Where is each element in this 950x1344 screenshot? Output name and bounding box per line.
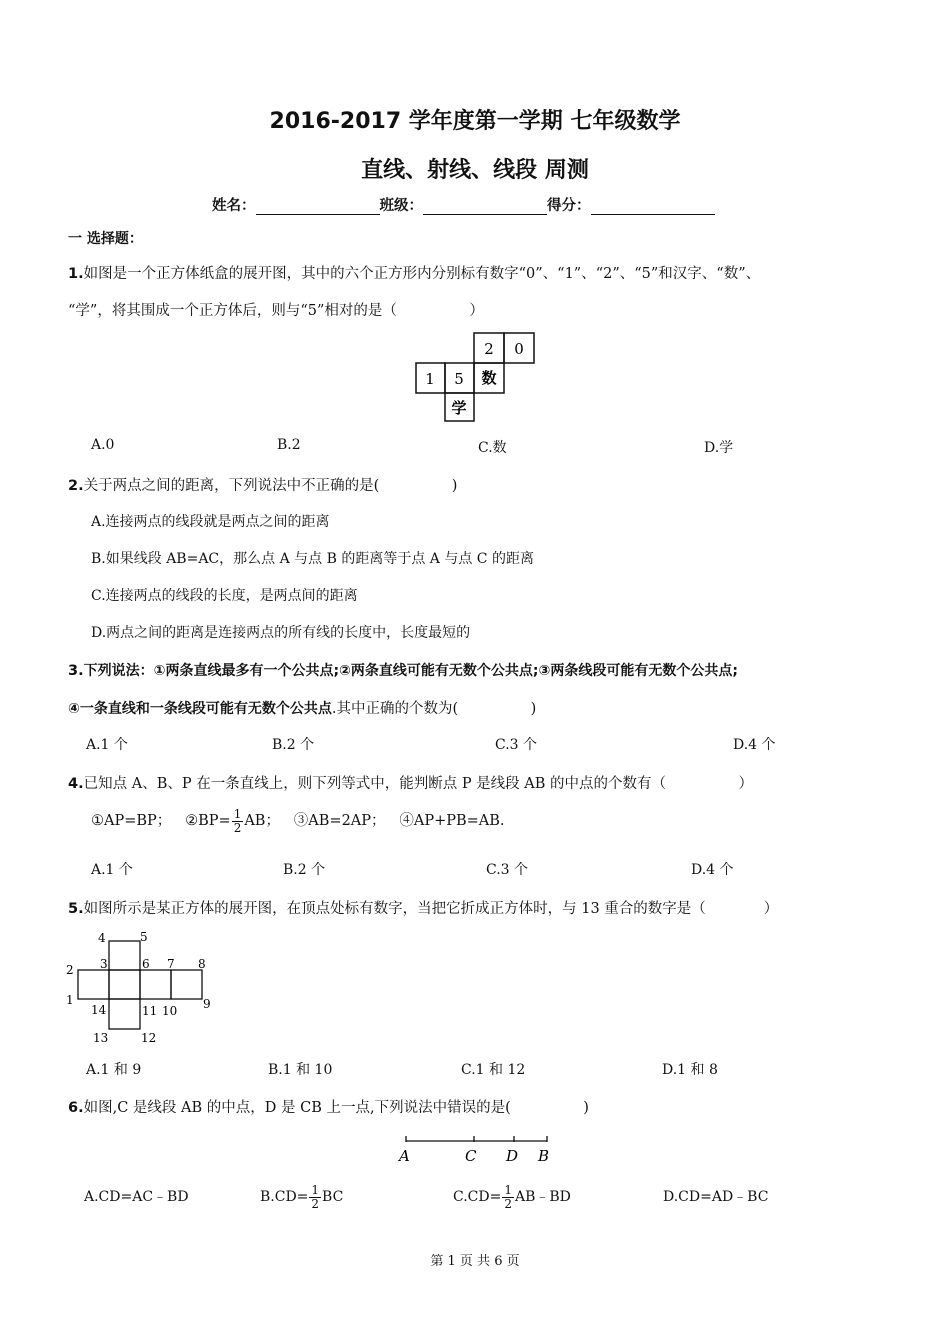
q6-option-a[interactable]: A.CD=AC﹣BD [84,1189,189,1205]
question-3 [68,660,738,680]
class-label: 班级： [379,198,423,214]
net-cell-1: 1 [425,370,435,388]
section-heading: 一 选择题： [68,231,143,247]
q3-option-a[interactable]: A.1 个 [86,737,128,753]
q4-number: 4. [68,776,84,792]
q1-option-b[interactable]: B.2 [277,437,301,453]
q6-b-num: 1 [311,1182,320,1197]
page-footer: 第 1 页 共 6 页 [430,1254,520,1269]
page-subtitle: 直线、射线、线段 周测 [361,158,589,183]
class-blank[interactable] [423,200,547,215]
q3-line2-rest: .其中正确的个数为( ) [331,701,537,717]
q6-c-num: 1 [504,1182,512,1197]
question-5 [68,897,778,918]
q6-c-den: 2 [504,1196,512,1211]
net-cell-shu: 数 [481,369,497,387]
q6-point-a: A [399,1147,410,1165]
q1-number: 1. [68,266,84,282]
q5-label-12: 12 [141,1031,157,1045]
q2-stem: 关于两点之间的距离，下列说法中不正确的是( ) [83,478,458,494]
q6-point-d: D [506,1147,519,1165]
q1-option-d[interactable]: D.学 [704,440,734,456]
q5-label-6: 6 [142,957,150,971]
net-cell-0: 0 [514,340,524,358]
q1-line2: “学”，将其围成一个正方体后，则与“5”相对的是（ ） [68,303,484,319]
q4-condition-3: ③AB=2AP； [293,813,386,829]
question-6 [68,1096,589,1117]
q4-option-b[interactable]: B.2 个 [283,862,326,878]
q2-number: 2. [68,478,84,494]
q5-label-4: 4 [98,931,106,945]
q5-label-13: 13 [93,1031,109,1045]
q5-label-9: 9 [203,997,211,1011]
q2-option-a[interactable]: A.连接两点的线段就是两点之间的距离 [91,514,330,530]
q4-c2-post: AB； [244,813,280,829]
q1-cube-net-figure [414,331,538,423]
name-blank[interactable] [256,200,380,215]
q6-segment-figure [396,1130,556,1166]
q4-fraction-num: 1 [233,806,242,821]
q4-option-d[interactable]: D.4 个 [691,862,734,878]
q6-number: 6. [68,1100,84,1116]
question-1 [68,262,760,283]
net-cell-2: 2 [484,340,494,358]
q5-option-c[interactable]: C.1 和 12 [461,1062,526,1078]
score-label: 得分： [547,198,591,214]
net-cell-xue: 学 [451,399,467,417]
q4-conditions [91,806,505,836]
q2-option-b[interactable]: B.如果线段 AB=AC，那么点 A 与点 B 的距离等于点 A 与点 C 的距离 [91,551,534,567]
score-blank[interactable] [591,200,715,215]
question-2 [68,474,457,495]
q6-point-c: C [465,1147,477,1165]
q6-c-fraction [502,1184,514,1211]
q5-label-3: 3 [100,957,108,971]
q5-stem: 如图所示是某正方体的展开图，在顶点处标有数字，当把它折成正方体时，与 13 重合的数字是（ ） [83,901,779,917]
q5-label-2: 2 [66,963,74,977]
q6-c-pre: C.CD= [453,1189,502,1205]
q5-label-8: 8 [198,957,206,971]
q6-b-den: 2 [311,1196,320,1211]
q5-option-d[interactable]: D.1 和 8 [662,1062,718,1078]
q2-option-c[interactable]: C.连接两点的线段的长度，是两点间的距离 [91,588,358,604]
q3-line1: 下列说法：①两条直线最多有一个公共点;②两条直线可能有无数个公共点;③两条线段可能有无数个公共点; [83,663,738,679]
info-line [212,194,715,215]
net-cell-5: 5 [454,370,464,388]
q3-line2-bold: ④一条直线和一条线段可能有无数个公共点 [68,701,332,717]
q4-c2-pre: ②BP= [185,813,231,829]
page-title: 2016-2017 学年度第一学期 七年级数学 [269,109,681,134]
q1-line1: 如图是一个正方体纸盒的展开图，其中的六个正方形内分别标有数字“0”、“1”、“2”、“5”和汉字、“数”、 [83,266,761,282]
q5-label-11: 11 [142,1004,158,1018]
q5-label-14: 14 [91,1003,107,1017]
q6-b-fraction [309,1184,321,1211]
q6-option-b[interactable] [260,1182,343,1212]
q4-fraction [232,808,244,835]
q6-b-post: BC [322,1189,344,1205]
q6-stem: 如图,C 是线段 AB 的中点，D 是 CB 上一点,下列说法中错误的是( ) [83,1100,589,1116]
q6-option-d[interactable]: D.CD=AD﹣BC [663,1189,769,1205]
q5-label-7: 7 [167,957,175,971]
q3-option-c[interactable]: C.3 个 [495,737,538,753]
q5-number: 5. [68,901,84,917]
q3-line2 [68,697,536,718]
question-4 [68,772,753,793]
q5-label-1: 1 [66,993,74,1007]
q1-option-c[interactable]: C.数 [478,440,507,456]
q4-condition-1: ①AP=BP； [91,813,172,829]
q4-fraction-den: 2 [233,820,242,835]
q1-option-a[interactable]: A.0 [91,437,115,453]
name-label: 姓名： [212,198,256,214]
q4-stem: 已知点 A、B、P 在一条直线上，则下列等式中，能判断点 P 是线段 AB 的中点的个数有（ ） [83,776,754,792]
q6-b-pre: B.CD= [260,1189,309,1205]
q3-option-b[interactable]: B.2 个 [272,737,315,753]
q5-label-10: 10 [162,1004,178,1018]
q5-label-5: 5 [140,930,148,944]
q6-point-b: B [538,1147,550,1165]
q3-number: 3. [68,663,84,679]
q6-c-post: AB﹣BD [514,1189,571,1205]
q4-option-a[interactable]: A.1 个 [91,862,133,878]
q4-condition-4: ④AP+PB=AB. [399,813,505,829]
q2-option-d[interactable]: D.两点之间的距离是连接两点的所有线的长度中，长度最短的 [91,625,471,641]
q4-condition-2 [185,806,280,835]
q3-option-d[interactable]: D.4 个 [733,737,776,753]
q5-option-a[interactable]: A.1 和 9 [86,1062,142,1078]
q4-option-c[interactable]: C.3 个 [486,862,529,878]
q6-option-c[interactable] [453,1182,571,1212]
q5-option-b[interactable]: B.1 和 10 [268,1062,333,1078]
q5-cube-net-figure [60,928,220,1048]
